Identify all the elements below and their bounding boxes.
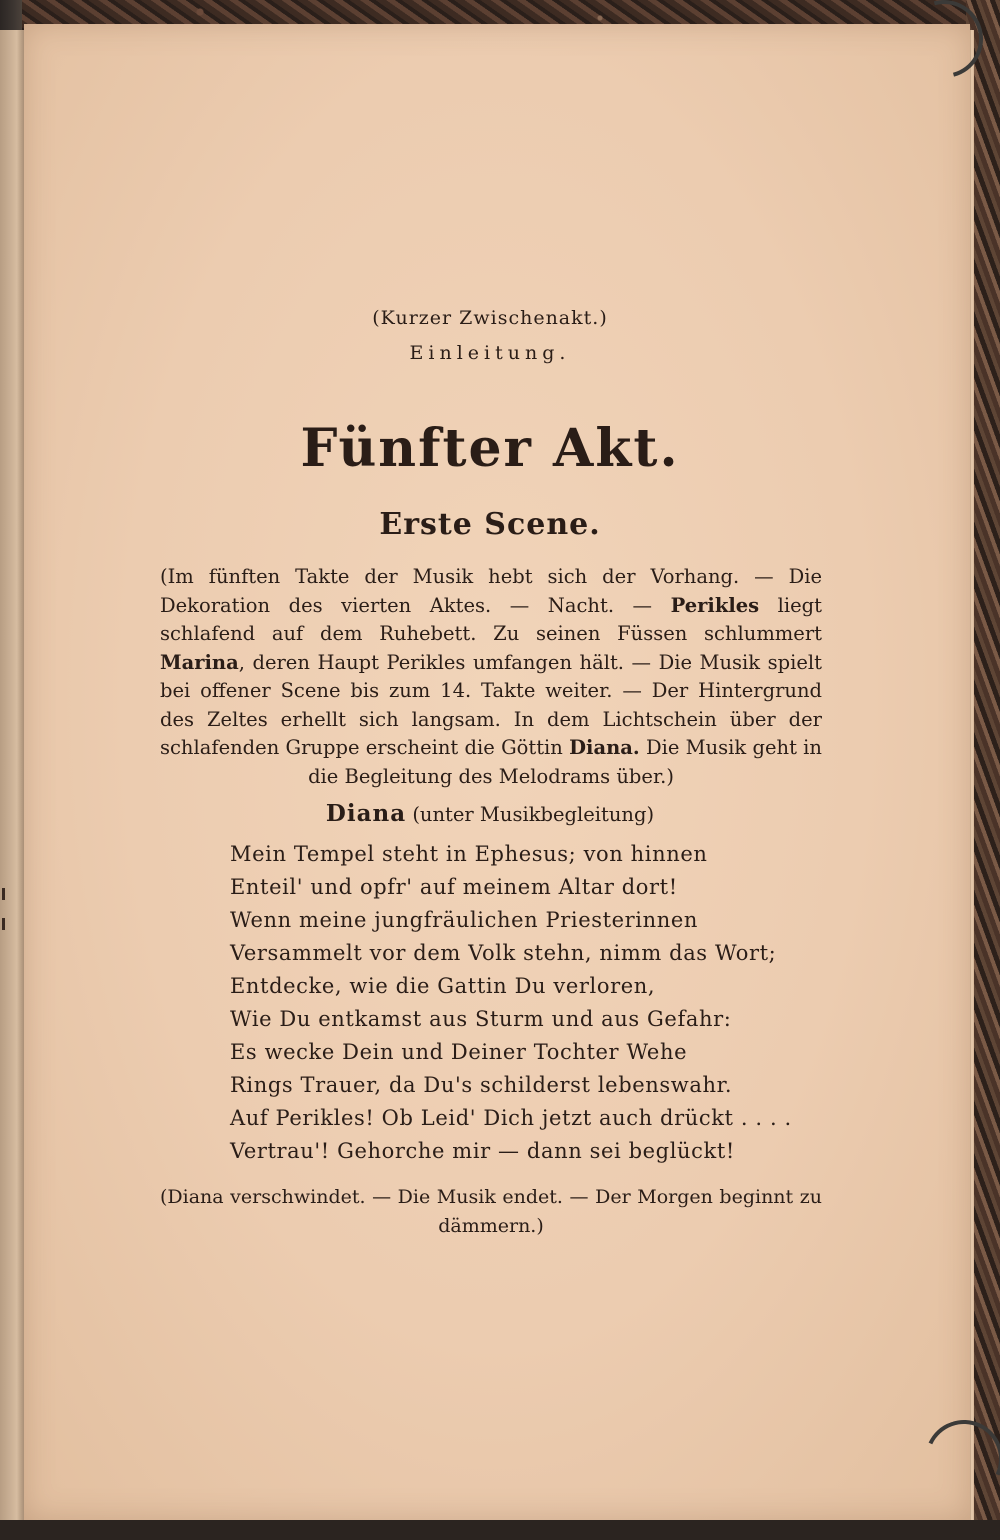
verse-line: Enteil' und opfr' auf meinem Altar dort! [230, 875, 678, 899]
verse-line: Rings Trauer, da Du's schilderst lebenswahr. [230, 1073, 733, 1097]
stage-direction-text: liegt schlafend auf dem Ruhebett. Zu seinen Füssen schlummert [160, 593, 822, 645]
verse-line: Vertrau'! Gehorche mir — dann sei beglückt! [230, 1139, 735, 1163]
stage-direction-text: Die Musik geht in die Begleitung des Melodrams über.) [308, 736, 822, 788]
margin-mark [2, 918, 5, 930]
previous-page-edge [0, 30, 24, 1520]
character-name-perikles: Perikles [670, 593, 760, 617]
margin-mark [2, 888, 5, 900]
character-name-diana: Diana. [569, 736, 640, 759]
character-name-marina: Marina [160, 650, 239, 674]
book-cover-bottom [0, 1520, 1000, 1540]
exit-direction: (Diana verschwindet. — Die Musik endet. — Der Morgen beginnt zu dämmern.) [160, 1186, 822, 1237]
scene-title: Erste Scene. [379, 507, 601, 542]
stage-direction-text: (Im fünften Takte der Musik hebt sich der Vorhang. — Die Dekoration des vierten Aktes. — Nacht. — [160, 565, 822, 617]
verse-line: Versammelt vor dem Volk stehn, nimm das Wort; [230, 941, 777, 965]
intro-heading: Einleitung. [409, 342, 571, 364]
stage-direction-text: , deren Haupt Perikles umfangen hält. — Die Musik spielt bei offener Scene bis zum 14. Takte weiter. — Der Hintergrund des Zeltes erhellt sich langsam. In dem Lichtschein über der schlafenden Gruppe erscheint die Göttin [160, 650, 822, 759]
verse-line: Wenn meine jungfräulichen Priesterinnen [230, 908, 699, 932]
speaker-line [160, 800, 820, 827]
verse-block [230, 838, 820, 1168]
verse-line: Mein Tempel steht in Ephesus; von hinnen [230, 842, 708, 866]
act-title: Fünfter Akt. [300, 418, 680, 479]
verse-line: Es wecke Dein und Deiner Tochter Wehe [230, 1040, 688, 1064]
verse-line: Auf Perikles! Ob Leid' Dich jetzt auch drückt . . . . [230, 1106, 792, 1130]
speaker-note: (unter Musikbegleitung) [412, 803, 655, 826]
interlude-note: (Kurzer Zwischenakt.) [372, 307, 608, 329]
speaker-name: Diana [325, 800, 407, 827]
verse-line: Wie Du entkamst aus Sturm und aus Gefahr: [230, 1007, 732, 1031]
verse-line: Entdecke, wie die Gattin Du verloren, [230, 974, 656, 998]
stage-direction [160, 563, 822, 791]
